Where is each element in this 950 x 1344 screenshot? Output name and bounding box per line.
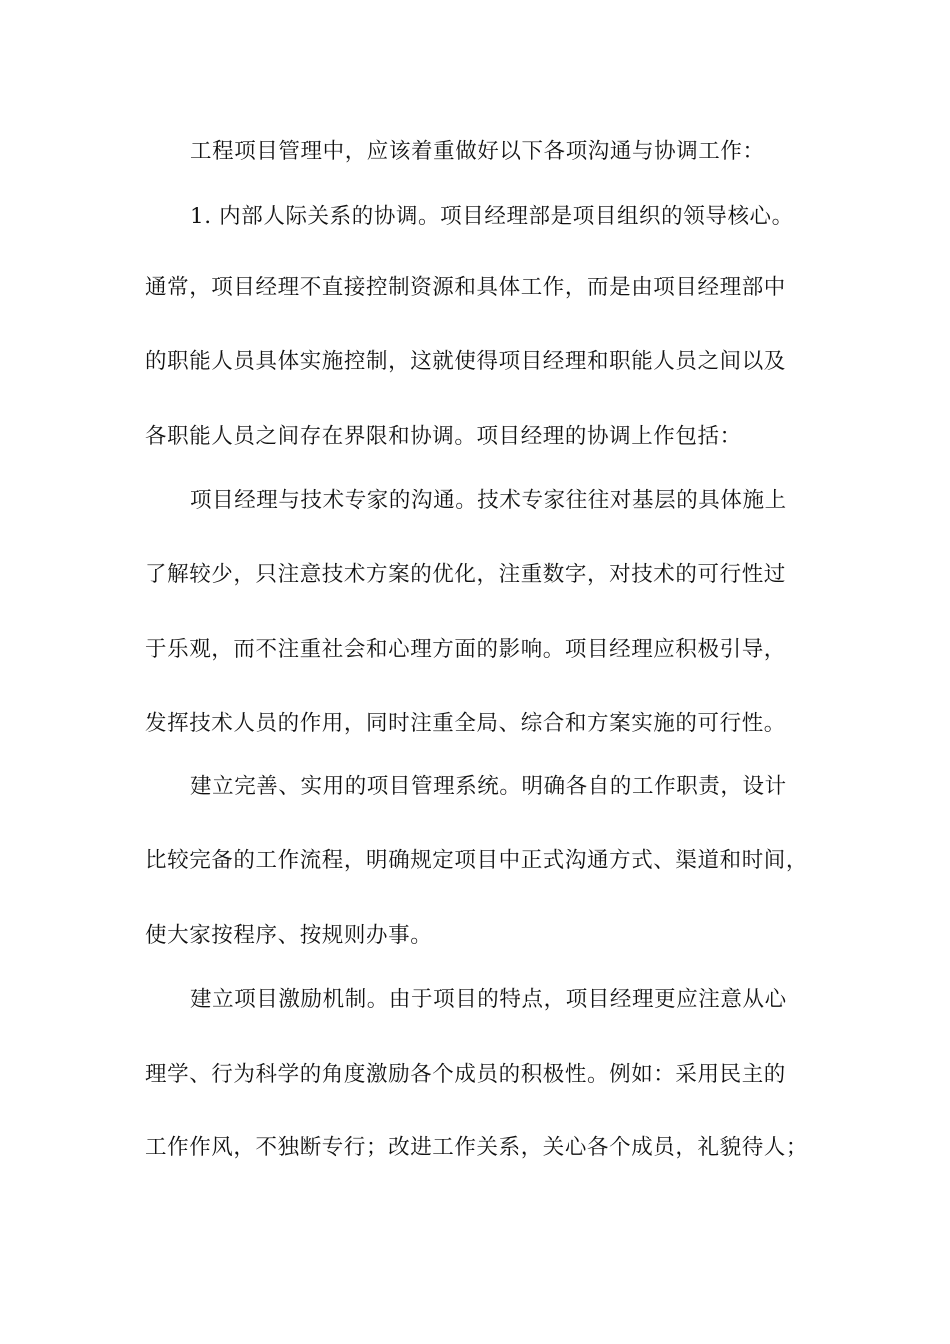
paragraph-4-line-2: 理学、行为科学的角度激励各个成员的积极性。例如：采用民主的	[145, 1062, 786, 1087]
paragraph-1-line-1: 1. 内部人际关系的协调。项目经理部是项目组织的领导核心。	[190, 204, 794, 229]
paragraph-3-line-1: 建立完善、实用的项目管理系统。明确各自的工作职责，设计	[190, 774, 787, 799]
paragraph-2-line-2: 了解较少，只注意技术方案的优化，注重数字，对技术的可行性过	[145, 562, 786, 587]
paragraph-intro-line-1: 工程项目管理中，应该着重做好以下各项沟通与协调工作：	[190, 139, 765, 164]
paragraph-1-line-3: 的职能人员具体实施控制，这就使得项目经理和职能人员之间以及	[145, 349, 786, 374]
paragraph-4-line-1: 建立项目激励机制。由于项目的特点，项目经理更应注意从心	[190, 987, 787, 1012]
paragraph-4-line-3: 工作作风，不独断专行；改进工作关系，关心各个成员，礼貌待人；	[145, 1135, 809, 1160]
paragraph-1-line-2: 通常，项目经理不直接控制资源和具体工作，而是由项目经理部中	[145, 275, 786, 300]
paragraph-3-line-2: 比较完备的工作流程，明确规定项目中正式沟通方式、渠道和时间，	[145, 848, 809, 873]
paragraph-3-line-3: 使大家按程序、按规则办事。	[145, 923, 433, 948]
paragraph-1-line-4: 各职能人员之间存在界限和协调。项目经理的协调上作包括：	[145, 424, 742, 449]
paragraph-2-line-3: 于乐观，而不注重社会和心理方面的影响。项目经理应积极引导，	[145, 637, 786, 662]
paragraph-2-line-1: 项目经理与技术专家的沟通。技术专家往往对基层的具体施上	[190, 488, 787, 513]
paragraph-2-line-4: 发挥技术人员的作用，同时注重全局、综合和方案实施的可行性。	[145, 711, 786, 736]
